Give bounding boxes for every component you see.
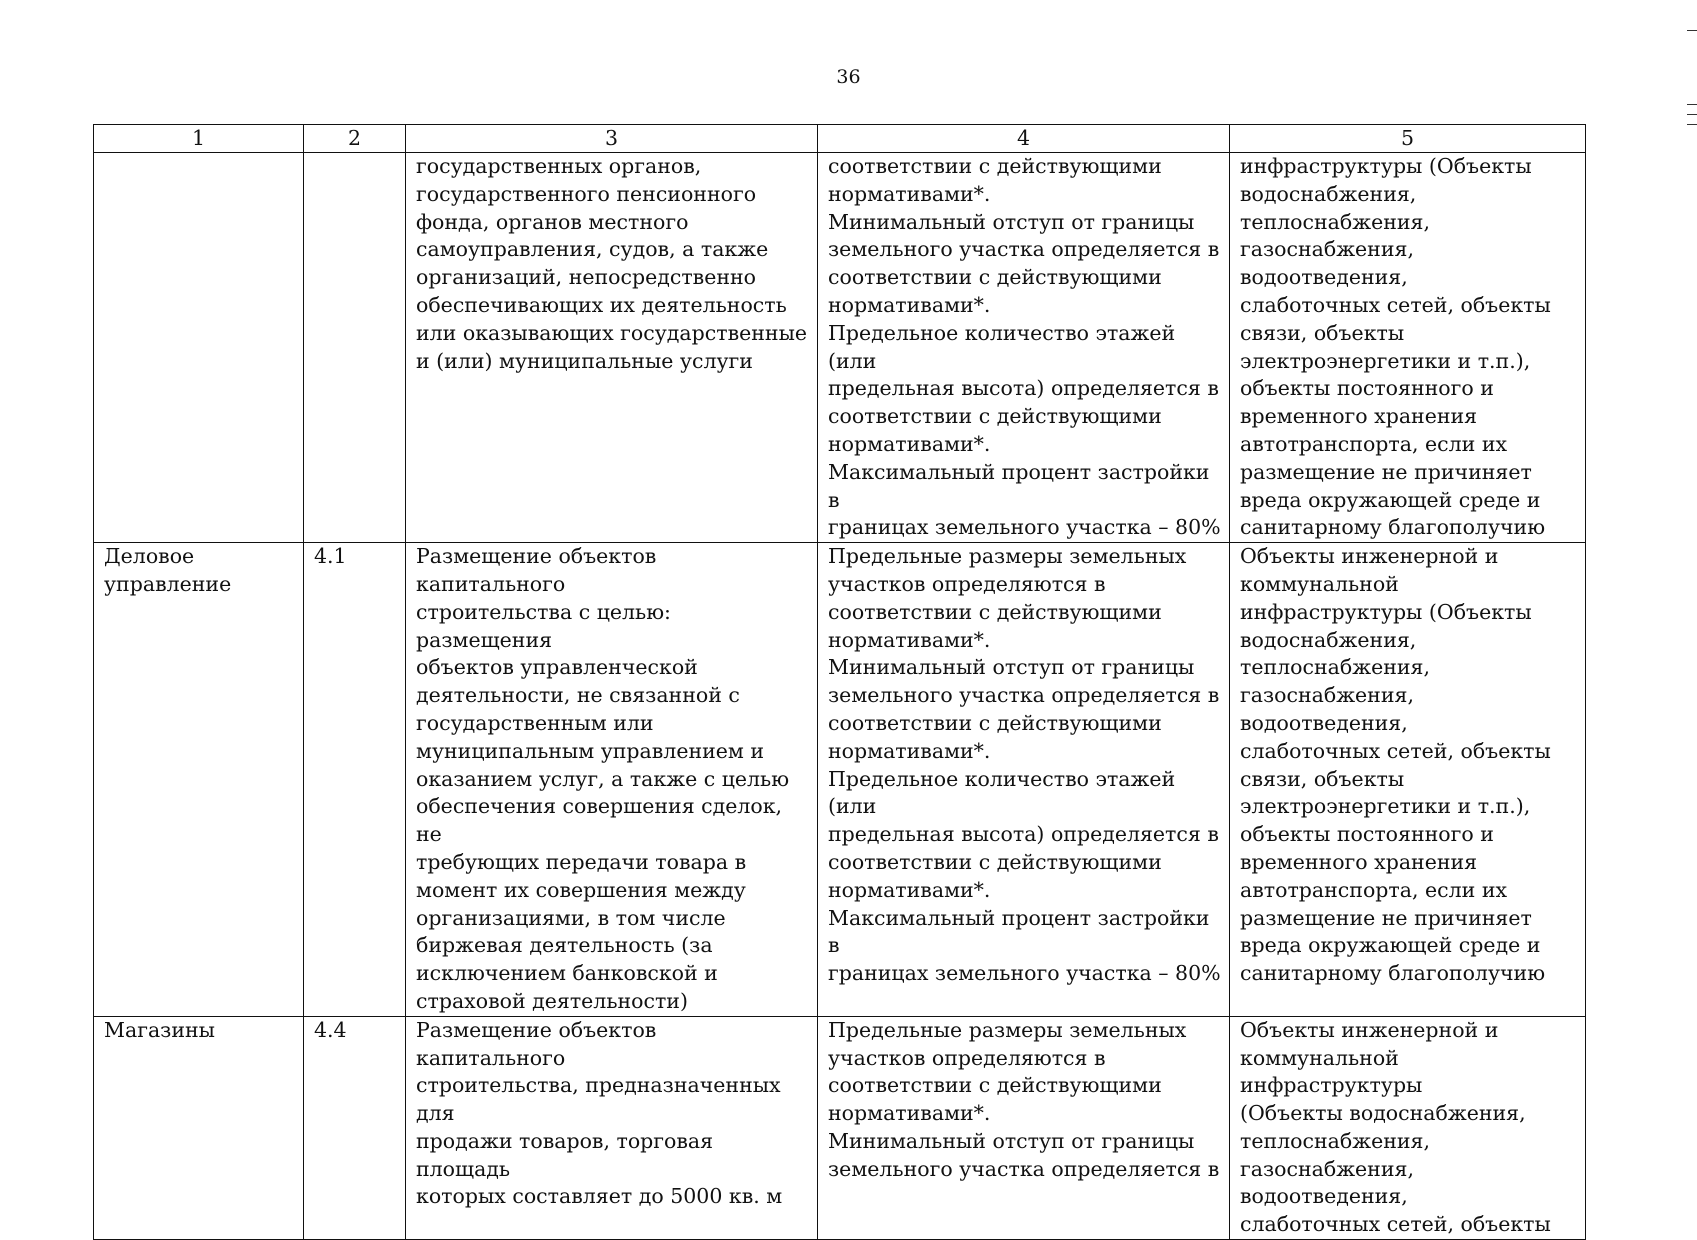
margin-mark bbox=[1687, 30, 1697, 31]
table-row bbox=[94, 1016, 1586, 1239]
auxiliary-uses: инфраструктуры (Объекты водоснабжения, теплоснабжения, газоснабжения, водоотведения, слаботочных сетей, объекты связи, объекты электроэнергетики и т.п.), объекты постоянного и временного хранения автотранспорта, если их размещение не причиняет вреда окружающей среде и санитарному благополучию bbox=[1240, 154, 1551, 540]
margin-mark bbox=[1687, 114, 1697, 115]
margin-mark bbox=[1687, 104, 1697, 105]
auxiliary-uses: Объекты инженерной и коммунальной инфраструктуры (Объекты водоснабжения, теплоснабжения, газоснабжения, водоотведения, слаботочных сетей, объекты связи, объекты электроэнергетики и т.п.), объекты постоянного и временного хранения автотранспорта, если их размещение не причиняет вреда окружающей среде и санитарному благополучию bbox=[1240, 544, 1551, 986]
use-parameters-cell bbox=[818, 1016, 1230, 1239]
use-code-cell bbox=[304, 153, 406, 543]
column-header: 3 bbox=[406, 125, 818, 153]
use-description-cell bbox=[406, 1016, 818, 1239]
use-name: Магазины bbox=[104, 1017, 215, 1042]
land-use-table bbox=[93, 124, 1586, 1240]
column-header: 5 bbox=[1230, 125, 1586, 153]
use-name-cell bbox=[94, 543, 304, 1017]
page-number: 36 bbox=[836, 66, 861, 88]
use-description: Размещение объектов капитального строительства с целью: размещения объектов управленческой деятельности, не связанной с государственным или муниципальным управлением и оказанием услуг, а также с целью обеспечения совершения сделок, не требующих передачи товара в момент их совершения между организациями, в том числе биржевая деятельность (за исключением банковской и страховой деятельности) bbox=[416, 544, 790, 1013]
margin-mark bbox=[1687, 124, 1697, 125]
column-header: 1 bbox=[94, 125, 304, 153]
column-header: 2 bbox=[304, 125, 406, 153]
use-code-cell bbox=[304, 543, 406, 1017]
use-parameters-cell bbox=[818, 543, 1230, 1017]
auxiliary-uses-cell bbox=[1230, 153, 1586, 543]
auxiliary-uses-cell bbox=[1230, 543, 1586, 1017]
use-code-cell bbox=[304, 1016, 406, 1239]
use-name-cell bbox=[94, 1016, 304, 1239]
use-parameters: соответствии с действующими нормативами*. Минимальный отступ от границы земельного участка определяется в соответствии с действующими нормативами*. Предельное количество этажей (или предельная высота) определяется в соответствии с действующими нормативами*. Максимальный процент застройки в границах земельного участка – 80% bbox=[828, 154, 1221, 540]
use-code: 4.1 bbox=[314, 544, 347, 569]
use-name-cell bbox=[94, 153, 304, 543]
use-description: Размещение объектов капитального строительства, предназначенных для продажи товаров, торговая площадь которых составляет до 5000 кв. м bbox=[416, 1017, 783, 1209]
auxiliary-uses-cell bbox=[1230, 1016, 1586, 1239]
use-parameters: Предельные размеры земельных участков определяются в соответствии с действующими нормативами*. Минимальный отступ от границы земельного участка определяется в bbox=[828, 1017, 1220, 1181]
use-code: 4.4 bbox=[314, 1017, 347, 1042]
use-name: Деловое управление bbox=[104, 544, 232, 596]
column-header: 4 bbox=[818, 125, 1230, 153]
use-description: государственных органов, государственного пенсионного фонда, органов местного самоуправления, судов, а также организаций, непосредственно обеспечивающих их деятельность или оказывающих государственные и (или) муниципальные услуги bbox=[416, 154, 808, 373]
auxiliary-uses: Объекты инженерной и коммунальной инфраструктуры (Объекты водоснабжения, теплоснабжения, газоснабжения, водоотведения, слаботочных сетей, объекты bbox=[1240, 1017, 1551, 1237]
use-parameters: Предельные размеры земельных участков определяются в соответствии с действующими нормативами*. Минимальный отступ от границы земельного участка определяется в соответствии с действующими нормативами*. Предельное количество этажей (или предельная высота) определяется в соответствии с действующими нормативами*. Максимальный процент застройки в границах земельного участка – 80% bbox=[828, 544, 1221, 986]
use-description-cell bbox=[406, 543, 818, 1017]
table-row bbox=[94, 153, 1586, 543]
use-description-cell bbox=[406, 153, 818, 543]
table-header-row bbox=[94, 125, 1586, 153]
use-parameters-cell bbox=[818, 153, 1230, 543]
table-row bbox=[94, 543, 1586, 1017]
